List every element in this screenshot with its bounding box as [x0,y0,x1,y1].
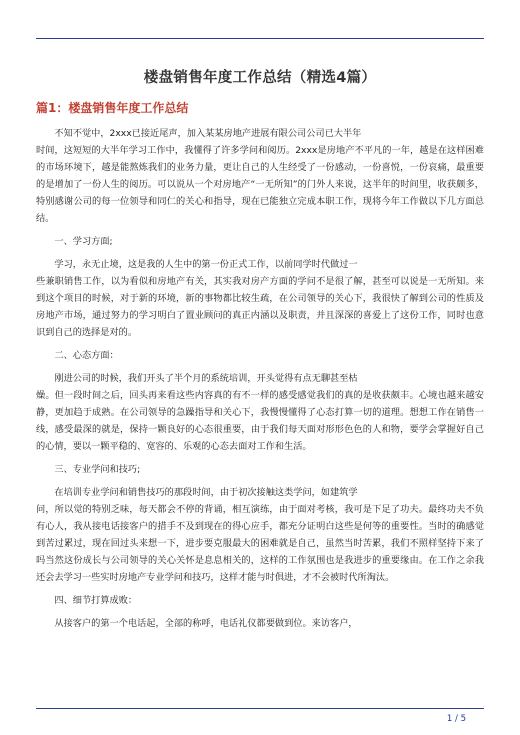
header-rule [36,38,484,39]
document-title: 楼盘销售年度工作总结（精选4篇） [143,70,377,86]
paragraph: 不知不觉中，2xxx已接近尾声，加入某某房地产进展有限公司公司已大半年 [54,128,362,139]
footer-rule [36,708,484,709]
paragraph: 问，所以觉的特别乏味，每天都会不停的背诵，相互演练，由于面对考核，我可是下足了功夫。最终功夫不负有心人，我从接电话接客户的措手不及到现在的得心应手，都充分证明白这些是何等的重要性。当时的确感觉到苦过累过，现在回过头来想一下，进步要克服最大的困难就是自己，虽然当时苦累，我们不照样坚持下来了吗当然这份成长与公司领导的关心关怀是息息相关的，这样的工作氛围也是我进步的重要缘由。在工作之余我还会去学习一些实时房地产专业学问和技巧，这样才能与时俱进，才不会被时代所淘汰。 [36,504,484,583]
paragraph: 从接客户的第一个电话起，全部的称呼，电话礼仪都要做到位。来访客户， [54,618,358,629]
paragraph: 燥。但一段时间之后，回头再来看这些内容真的有不一样的感受感觉我们的真的是收获颇丰。心境也越来越安静，更加趋于成熟。在公司领导的急躁指导和关心下，我慢慢懂得了心态打算一切的道理。想想工作在销售一线，感受最深的就是，保持一颗良好的心态很重要，由于我们每天面对形形色色的人和物，要学会掌握好自己的心情，要以一颗平稳的、宽容的、乐观的心态去面对工作和生活。 [36,390,484,452]
section-heading: 一、学习方面; [54,236,113,247]
section-subtitle: 篇1：楼盘销售年度工作总结 [36,101,189,115]
paragraph: 学习，永无止境，这是我的人生中的第一份正式工作，以前同学时代做过一 [54,259,358,270]
section-heading: 四、细节打算成败： [54,595,138,606]
paragraph: 刚进公司的时候，我们开头了半个月的系统培训，开头觉得有点无聊甚至枯 [54,373,358,384]
document-body [36,125,484,632]
page-number: 1 / 5 [446,714,466,724]
paragraph: 时间，这短短的大半年学习工作中，我懂得了许多学问和阅历。2xxx是房地产不平凡的一年，越是在这样困难的市场环境下，越是能熬炼我们的业务力量，更让自己的人生经受了一份感动，一份喜悦，一份哀痛，最重要的是增加了一份人生的阅历。可以说从一个对房地产“一无所知”的门外人来说，这半年的时间里，收获颇多，特别感谢公司的每一位领导和同仁的关心和指导，现在已能独立完成本职工作，现将今年工作做以下几方面总结。 [36,145,484,224]
paragraph: 在培训专业学问和销售技巧的那段时间，由于初次接触这类学问，如建筑学 [54,487,358,498]
section-heading: 二、心态方面： [54,350,119,361]
paragraph: 些兼职销售工作，以为看似和房地产有关，其实我对房产方面的学问不是很了解，甚至可以说是一无所知。来到这个项目的时候，对于新的环境，新的事物都比较生疏，在公司领导的关心下，我很快了解到公司的性质及房地产市场，通过努力的学习明白了置业顾问的真正内涵以及职责，并且深深的喜爱上了这份工作，同时也意识到自己的选择是对的。 [36,276,484,338]
section-heading: 三、专业学问和技巧; [54,464,141,475]
